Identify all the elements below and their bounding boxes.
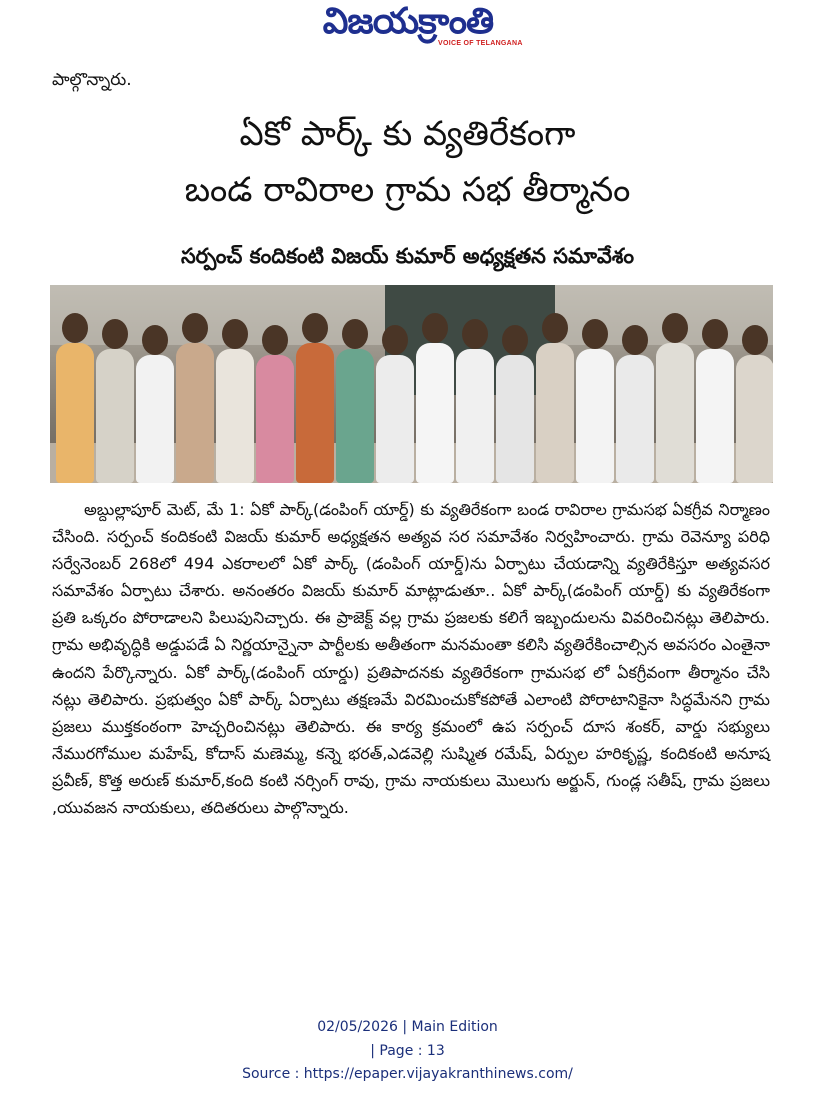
person-head <box>102 319 128 349</box>
person-figure <box>56 343 94 483</box>
newspaper-logo: విజయక్రాంతి <box>322 1 494 42</box>
person-head <box>622 325 648 355</box>
person-head <box>542 313 568 343</box>
person-head <box>582 319 608 349</box>
person-figure <box>736 355 773 483</box>
person-figure <box>536 343 574 483</box>
person-head <box>142 325 168 355</box>
person-head <box>342 319 368 349</box>
person-head <box>262 325 288 355</box>
person-figure <box>576 349 614 483</box>
person-head <box>182 313 208 343</box>
continued-text: పాల్గొన్నారు. <box>52 70 132 90</box>
person-figure <box>616 355 654 483</box>
headline-line-1: ఏకో పార్క్ కు వ్యతిరేకంగా <box>239 114 576 154</box>
article-paragraph: అబ్దుల్లాపూర్ మెట్, మే 1: ఏకో పార్క్(డంపింగ్ యార్డ్) కు వ్యతిరేకంగా బండ రావిరాల గ్రామసభ ఏకగ్రీవ నిర్మాణం చేసింది. సర్పంచ్ కందికంటి విజయ్ కుమార్ అధ్యక్షతన అత్యవ సర సమావేశం నిర్వహించారు. గ్రామ రెవెన్యూ పరిధి సర్వేనెంబర్ 268లో 494 ఎకరాలలో ఏకో పార్క్ (డంపింగ్ యార్డ్)ను ఏర్పాటు చేయడాన్ని వ్యతిరేకిస్తూ అత్యవసర సమావేశం ఏర్పాటు చేశారు. అనంతరం విజయ్ కుమార్ మాట్లాడుతూ.. ఏకో పార్క్(డంపింగ్ యార్డ్) కు వ్యతిరేకంగా ప్రతి ఒక్కరం పోరాడాలని పిలుపునిచ్చారు. ఈ ప్రాజెక్ట్ వల్ల గ్రామ ప్రజలకు కలిగే ఇబ్బందులను వివరించినట్లు తెలిపారు. గ్రామ అభివృద్ధికి అడ్డుపడే ఏ నిర్ణయాన్నైనా పార్టీలకు అతీతంగా మనమంతా కలిసి వ్యతిరేకించాల్సిన అవసరం ఎంతైనా ఉందని పేర్కొన్నారు. ఏకో పార్క్(డంపింగ్ యార్డు) ప్రతిపాదనకు వ్యతిరేకంగా గ్రామసభ లో ఏకగ్రీవంగా తీర్మానం చేసి నట్లు తెలిపారు. ప్రభుత్వం ఏకో పార్క్ ఏర్పాటు తక్షణమే విరమించుకోకపోతే ఎలాంటి పోరాటానికైనా సిద్ధమేనని గ్రామ ప్రజలు ముక్తకంఠంగా హెచ్చరించినట్లు తెలిపారు. ఈ కార్య క్రమంలో ఉప సర్పంచ్ దూస శంకర్, వార్డు సభ్యులు నేమురగోముల మహేష్, కోదాస్ మణెమ్మ, కన్నె భరత్,ఎడవెల్లి సుష్మిత రమేష్, ఏర్పుల హరికృష్ణ, కందికంటి అనూష ప్రవీణ్, కొత్త అరుణ్ కుమార్,కంది కంటి నర్సింగ్ రావు, గ్రామ నాయకులు మొలుగు అర్జున్, గుండ్ల సతీష్, గ్రామ ప్రజలు ,యువజన నాయకులు, తదితరులు పాల్గొన్నారు. <box>52 500 770 818</box>
person-figure <box>176 343 214 483</box>
masthead <box>0 0 815 56</box>
person-head <box>62 313 88 343</box>
person-figure <box>496 355 534 483</box>
person-head <box>382 325 408 355</box>
person-figure <box>96 349 134 483</box>
person-figure <box>376 355 414 483</box>
person-head <box>702 319 728 349</box>
person-head <box>422 313 448 343</box>
person-head <box>502 325 528 355</box>
person-figure <box>656 343 694 483</box>
person-figure <box>136 355 174 483</box>
person-figure <box>336 349 374 483</box>
footer-page: | Page : 13 <box>370 1043 445 1059</box>
person-figure <box>296 343 334 483</box>
logo-tagline: VOICE OF TELANGANA <box>438 40 523 47</box>
footer-source: Source : https://epaper.vijayakranthinews.com/ <box>242 1066 573 1082</box>
person-figure <box>416 343 454 483</box>
person-figure <box>696 349 734 483</box>
person-head <box>662 313 688 343</box>
person-figure <box>456 349 494 483</box>
person-head <box>742 325 768 355</box>
person-head <box>302 313 328 343</box>
person-figure <box>256 355 294 483</box>
person-head <box>462 319 488 349</box>
group-photo <box>50 285 773 483</box>
headline-line-2: బండ రావిరాల గ్రామ సభ తీర్మానం <box>184 170 631 210</box>
person-figure <box>216 349 254 483</box>
article-body <box>52 496 770 821</box>
footer-date-edition: 02/05/2026 | Main Edition <box>317 1019 498 1035</box>
subheadline: సర్పంచ్ కందికంటి విజయ్ కుమార్ అధ్యక్షతన సమావేశం <box>180 244 635 268</box>
person-head <box>222 319 248 349</box>
